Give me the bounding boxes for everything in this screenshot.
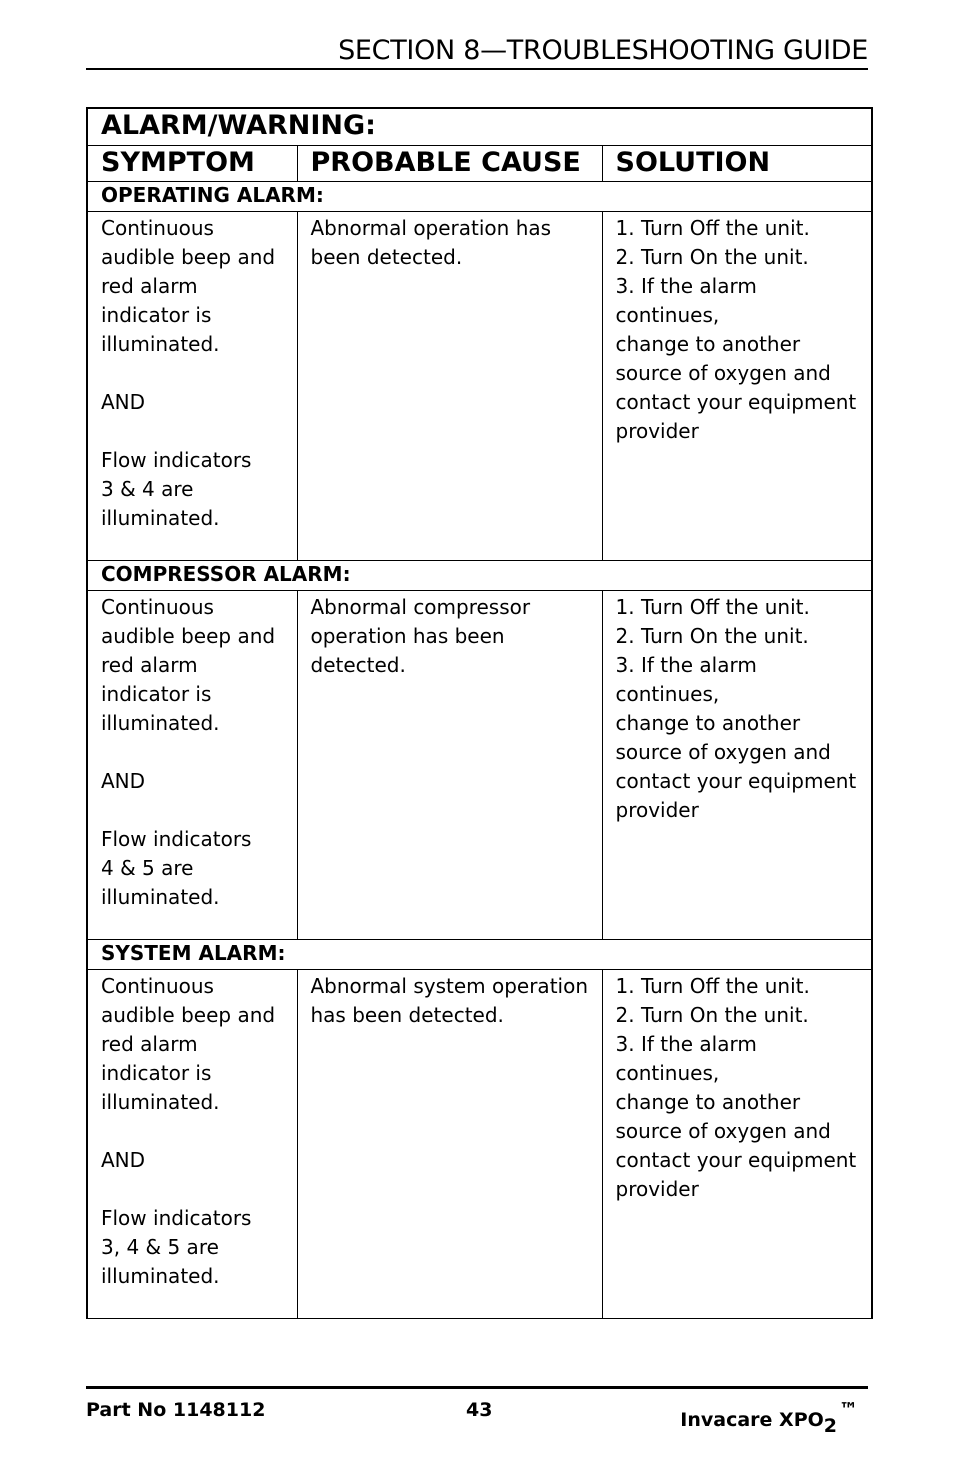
table-row	[87, 591, 872, 940]
part-number: Part No 1148112	[86, 1399, 266, 1421]
section-heading-row	[87, 940, 872, 970]
troubleshooting-table	[86, 107, 873, 1319]
probable-cause-cell: Abnormal compressor operation has been detected.	[297, 591, 602, 940]
column-header-row	[87, 146, 872, 182]
solution-cell: 1. Turn Off the unit. 2. Turn On the unit. 3. If the alarm continues, change to another source of oxygen and contact your equipment provider	[602, 212, 872, 561]
product-name-text: Invacare XPO	[680, 1409, 824, 1431]
product-subscript: 2	[823, 1415, 837, 1437]
section-heading-row	[87, 561, 872, 591]
section-heading-row	[87, 182, 872, 212]
column-header-solution: SOLUTION	[602, 146, 872, 182]
probable-cause-cell: Abnormal system operation has been detected.	[297, 970, 602, 1319]
column-header-symptom: SYMPTOM	[87, 146, 297, 182]
table-row	[87, 212, 872, 561]
section-heading-compressor-alarm: COMPRESSOR ALARM:	[87, 561, 872, 591]
probable-cause-cell: Abnormal operation has been detected.	[297, 212, 602, 561]
product-name	[680, 1399, 858, 1437]
symptom-cell: Continuous audible beep and red alarm indicator is illuminated. AND Flow indicators 3 & 4 are illuminated.	[87, 212, 297, 561]
section-title: SECTION 8—TROUBLESHOOTING GUIDE	[338, 35, 868, 66]
symptom-cell: Continuous audible beep and red alarm indicator is illuminated. AND Flow indicators 3, 4 & 5 are illuminated.	[87, 970, 297, 1319]
trademark-symbol: ™	[839, 1399, 858, 1421]
solution-cell: 1. Turn Off the unit. 2. Turn On the unit. 3. If the alarm continues, change to another source of oxygen and contact your equipment provider	[602, 970, 872, 1319]
page-number: 43	[466, 1399, 493, 1421]
page-footer	[86, 1386, 868, 1437]
section-heading-operating-alarm: OPERATING ALARM:	[87, 182, 872, 212]
table-row	[87, 970, 872, 1319]
solution-cell: 1. Turn Off the unit. 2. Turn On the unit. 3. If the alarm continues, change to another source of oxygen and contact your equipment provider	[602, 591, 872, 940]
section-heading-system-alarm: SYSTEM ALARM:	[87, 940, 872, 970]
symptom-cell: Continuous audible beep and red alarm indicator is illuminated. AND Flow indicators 4 & 5 are illuminated.	[87, 591, 297, 940]
column-header-probable-cause: PROBABLE CAUSE	[297, 146, 602, 182]
page-header	[86, 30, 868, 70]
table-title: ALARM/WARNING:	[87, 108, 872, 146]
